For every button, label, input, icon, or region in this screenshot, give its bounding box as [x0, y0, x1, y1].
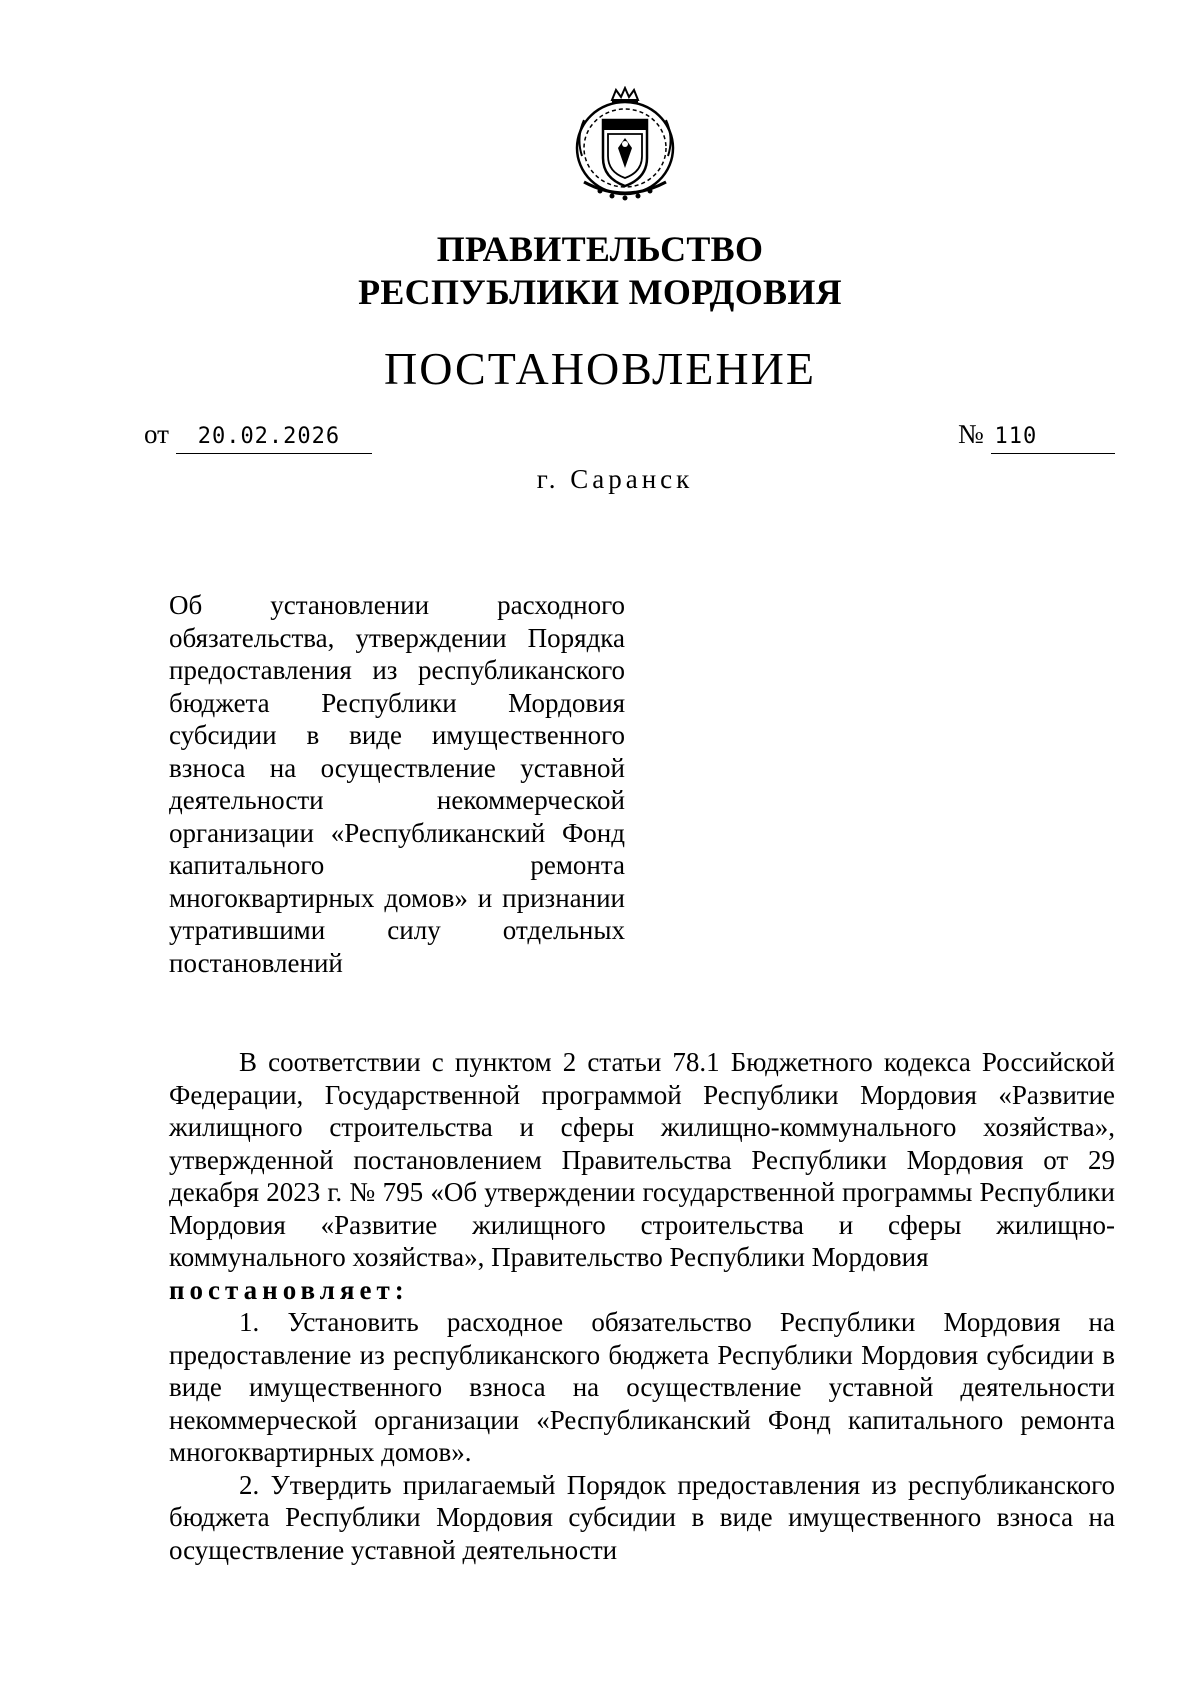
preamble-paragraph	[169, 1046, 1115, 1274]
number-prefix: №	[958, 419, 984, 449]
decree-word: постановляет:	[169, 1274, 409, 1305]
number-row	[958, 418, 1115, 454]
document-date: 20.02.2026	[176, 421, 372, 454]
item-1-paragraph	[169, 1306, 1115, 1469]
document-type: ПОСТАНОВЛЕНИЕ	[384, 343, 816, 394]
date-prefix: от	[144, 419, 169, 449]
item-2-paragraph	[169, 1469, 1115, 1567]
government-title-line2: РЕСПУБЛИКИ МОРДОВИЯ	[358, 272, 842, 312]
document-body	[169, 1046, 1115, 1566]
document-subject: Об установлении расходного обязательства, утверждении Порядка предоставления из республиканского бюджета Республики Мордовия субсидии в виде имущественного взноса на осуществление уставной деятельности некоммерческой организации «Республиканский Фонд капитального ремонта многоквартирных домов» и признании утратившими силу отдельных постановлений	[169, 590, 625, 978]
date-row	[144, 418, 372, 454]
item-2-text: 2. Утвердить прилагаемый Порядок предоставления из республиканского бюджета Республики Мордовия субсидии в виде имущественного взноса на осуществление уставной деятельности	[169, 1469, 1115, 1565]
city: г. Саранск	[536, 464, 694, 494]
decree-paragraph	[169, 1274, 1115, 1307]
preamble-text: В соответствии с пунктом 2 статьи 78.1 Бюджетного кодекса Российской Федерации, Государственной программой Республики Мордовия «Развитие жилищного строительства и сферы жилищно-коммунального хозяйства», утвержденной постановлением Правительства Республики Мордовия от 29 декабря 2023 г. № 795 «Об утверждении государственной программы Республики Мордовия «Развитие жилищного строительства и сферы жилищно-коммунального хозяйства», Правительство Республики Мордовия	[169, 1047, 1115, 1272]
government-title-line1: ПРАВИТЕЛЬСТВО	[436, 229, 764, 269]
government-title	[0, 228, 1200, 314]
document-number: 110	[991, 421, 1116, 454]
item-1-text: 1. Установить расходное обязательство Республики Мордовия на предоставление из республиканского бюджета Республики Мордовия субсидии в виде имущественного взноса на осуществление уставной деятельности некоммерческой организации «Республиканский Фонд капитального ремонта многоквартирных домов».	[169, 1307, 1115, 1467]
coat-of-arms-icon	[570, 86, 680, 206]
